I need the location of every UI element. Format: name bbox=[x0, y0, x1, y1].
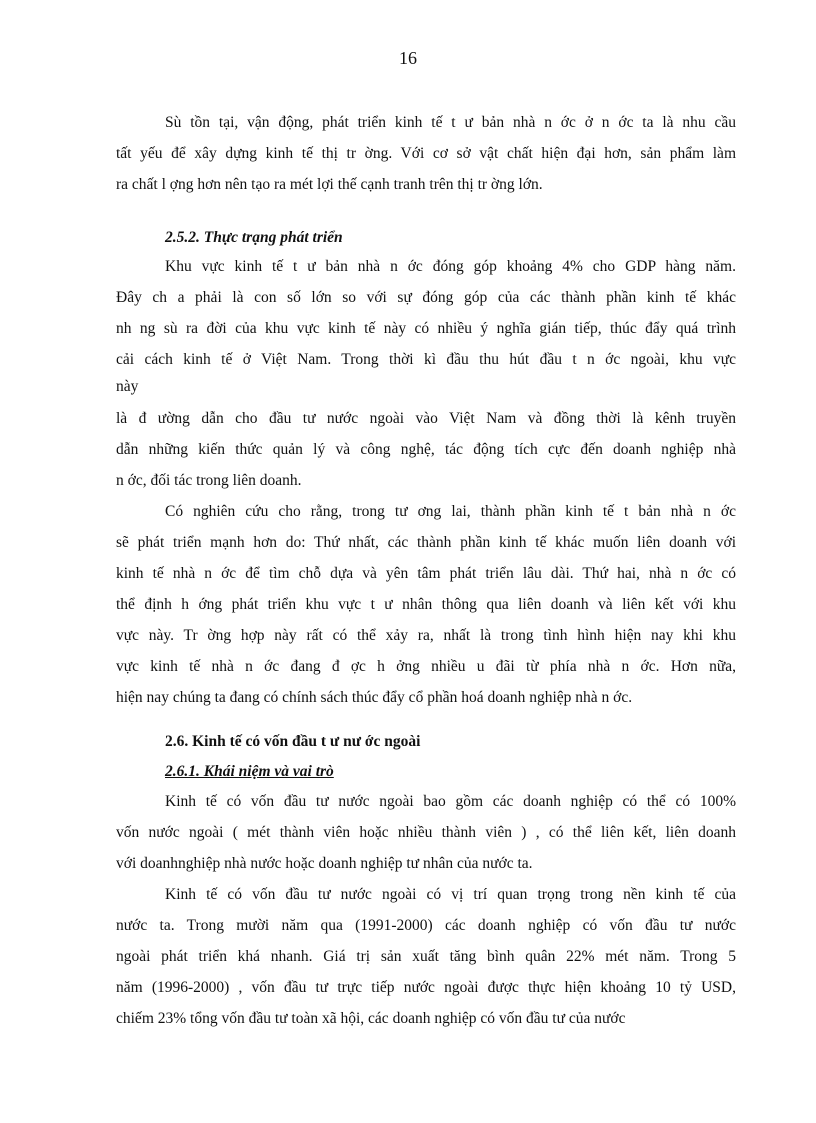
text-line: kinh tế nhà n ớc để tìm chỗ dựa và yên tâm phát triển lâu dài. Thứ hai, nhà n ớc có bbox=[116, 565, 736, 582]
section-heading: 2.5.2. Thực trạng phát triển bbox=[165, 229, 343, 246]
text-line: Sù tồn tại, vận động, phát triển kinh tế t ư bản nhà n ớc ở n ớc ta là nhu cầu bbox=[165, 114, 736, 131]
text-line: năm (1996-2000) , vốn đầu tư trực tiếp nước ngoài được thực hiện khoảng 10 tỷ USD, bbox=[116, 979, 736, 996]
text-line: với doanhnghiệp nhà nước hoặc doanh nghiệp tư nhân của nước ta. bbox=[116, 855, 533, 872]
text-line: Có nghiên cứu cho rằng, trong tư ơng lai, thành phần kinh tế t bản nhà n ớc bbox=[165, 503, 736, 520]
text-line: vốn nước ngoài ( mét thành viên hoặc nhiều thành viên ) , có thể liên kết, liên doanh bbox=[116, 824, 736, 841]
text-line: Kinh tế có vốn đầu tư nước ngoài bao gồm các doanh nghiệp có thể có 100% bbox=[165, 793, 736, 810]
text-line: dẫn những kiến thức quản lý và công nghệ, tác động tích cực đến doanh nghiệp nhà bbox=[116, 441, 736, 458]
text-line: ra chất l ợng hơn nên tạo ra mét lợi thế cạnh tranh trên thị tr ờng lớn. bbox=[116, 176, 543, 193]
section-heading: 2.6. Kinh tế có vốn đầu t ư nư ớc ngoài bbox=[165, 733, 421, 750]
text-line: nh ng sù ra đời của khu vực kinh tế này có nhiều ý nghĩa gián tiếp, thúc đẩy quá trình bbox=[116, 320, 736, 337]
text-line: này bbox=[116, 378, 139, 395]
text-line: sẽ phát triển mạnh hơn do: Thứ nhất, các thành phần kinh tế khác muốn liên doanh với bbox=[116, 534, 736, 551]
text-line: vực này. Tr ờng hợp này rất có thể xảy ra, nhất là trong tình hình hiện nay khi khu bbox=[116, 627, 736, 644]
text-line: cải cách kinh tế ở Việt Nam. Trong thời kì đầu thu hút đầu t n ớc ngoài, khu vực bbox=[116, 351, 736, 368]
text-line: Đây ch a phải là con số lớn so với sự đóng góp của các thành phần kinh tế khác bbox=[116, 289, 736, 306]
text-line: ngoài phát triển khá nhanh. Giá trị sản xuất tăng bình quân 22% mét năm. Trong 5 bbox=[116, 948, 736, 965]
text-line: hiện nay chúng ta đang có chính sách thúc đẩy cổ phần hoá doanh nghiệp nhà n ớc. bbox=[116, 689, 633, 706]
text-line: n ớc, đối tác trong liên doanh. bbox=[116, 472, 302, 489]
text-line: Khu vực kinh tế t ư bản nhà n ớc đóng góp khoảng 4% cho GDP hàng năm. bbox=[165, 258, 736, 275]
text-line: thể định h ớng phát triển khu vực t ư nhân thông qua liên doanh và liên kết với khu bbox=[116, 596, 736, 613]
text-line: Kinh tế có vốn đầu tư nước ngoài có vị trí quan trọng trong nền kinh tế của bbox=[165, 886, 736, 903]
text-line: là đ ường dẫn cho đầu tư nước ngoài vào Việt Nam và đồng thời là kênh truyền bbox=[116, 410, 736, 427]
text-line: nước ta. Trong mười năm qua (1991-2000) các doanh nghiệp có vốn đầu tư nước bbox=[116, 917, 736, 934]
text-line: chiếm 23% tổng vốn đầu tư toàn xã hội, các doanh nghiệp có vốn đầu tư của nước bbox=[116, 1010, 626, 1027]
page-number: 16 bbox=[399, 48, 417, 68]
text-line: vực kinh tế nhà n ớc đang đ ợc h ởng nhiều u đãi từ phía nhà n ớc. Hơn nữa, bbox=[116, 658, 736, 675]
text-line: tất yếu để xây dựng kinh tế thị tr ờng. Với cơ sở vật chất hiện đại hơn, sản phẩm làm bbox=[116, 145, 736, 162]
section-heading: 2.6.1. Khái niệm và vai trò bbox=[165, 763, 334, 780]
